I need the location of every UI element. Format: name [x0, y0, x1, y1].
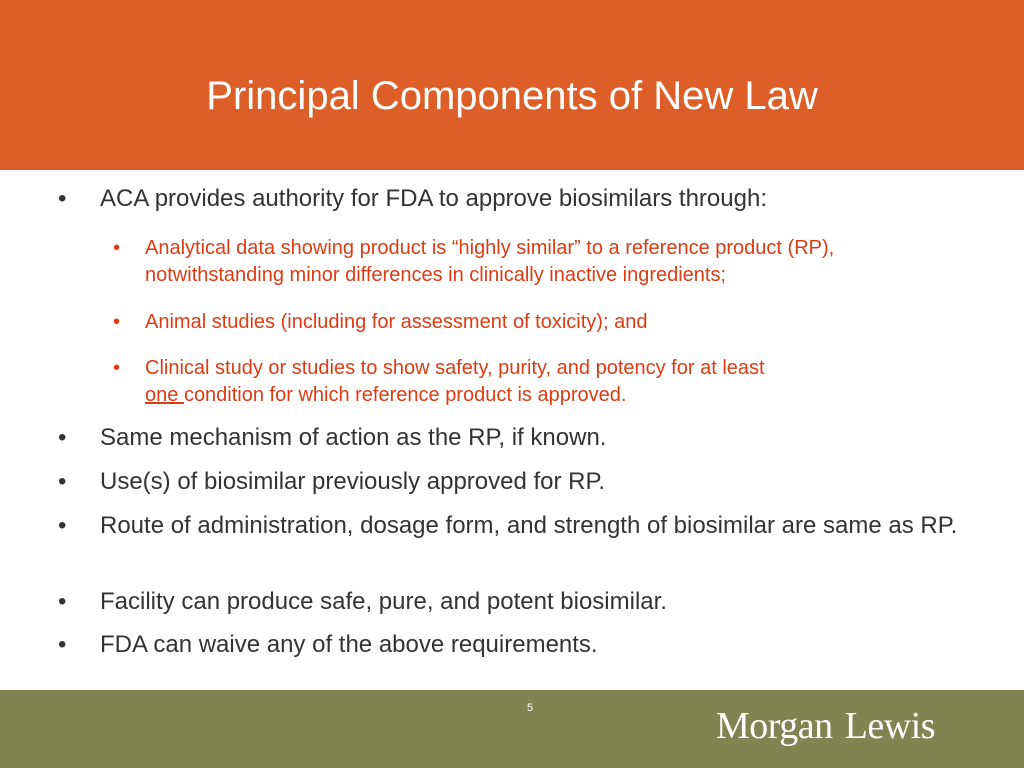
bullet-item [58, 630, 980, 660]
logo-word-1: Morgan [716, 705, 833, 747]
underlined-word: one [145, 384, 184, 406]
sub-bullet-item [113, 309, 975, 336]
bullet-text: FDA can waive any of the above requirements. [100, 631, 598, 658]
sub-bullet-dot: • [113, 311, 121, 333]
bullet-text: Same mechanism of action as the RP, if known. [100, 424, 607, 451]
sub-bullet-dot: • [113, 357, 121, 379]
sub-bullet-item [113, 235, 975, 289]
bullet-item [58, 587, 980, 617]
logo-word-2: Lewis [844, 705, 935, 747]
bullet-item [58, 184, 980, 214]
bullet-text: Facility can produce safe, pure, and potent biosimilar. [100, 588, 667, 615]
sub-bullet-text-rest: condition for which reference product is approved. [183, 384, 627, 406]
bullet-dot: • [58, 185, 67, 212]
slide-title: Principal Components of New Law [206, 74, 818, 118]
bullet-dot: • [58, 468, 67, 495]
bullet-dot: • [58, 631, 67, 658]
bullet-item [58, 467, 980, 497]
sub-bullet-item [113, 355, 975, 409]
company-logo [716, 704, 935, 748]
bullet-text: Route of administration, dosage form, and strength of biosimilar are same as RP. [100, 512, 958, 539]
bullet-item [58, 511, 970, 541]
sub-bullet-text-line1: Clinical study or studies to show safety, purity, and potency for at least [145, 357, 765, 379]
bullet-text: ACA provides authority for FDA to approve biosimilars through: [100, 185, 767, 212]
sub-bullet-text: Animal studies (including for assessment of toxicity); and [145, 311, 648, 333]
sub-bullet-dot: • [113, 237, 121, 259]
sub-bullet-text: Analytical data showing product is “highly similar” to a reference product (RP), notwithstanding minor differences in clinically inactive ingredients; [145, 237, 835, 286]
bullet-dot: • [58, 512, 67, 539]
bullet-dot: • [58, 588, 67, 615]
slide-footer [0, 690, 1024, 768]
bullet-text: Use(s) of biosimilar previously approved for RP. [100, 468, 606, 495]
bullet-item [58, 423, 980, 453]
page-number: 5 [526, 702, 534, 714]
bullet-dot: • [58, 424, 67, 451]
